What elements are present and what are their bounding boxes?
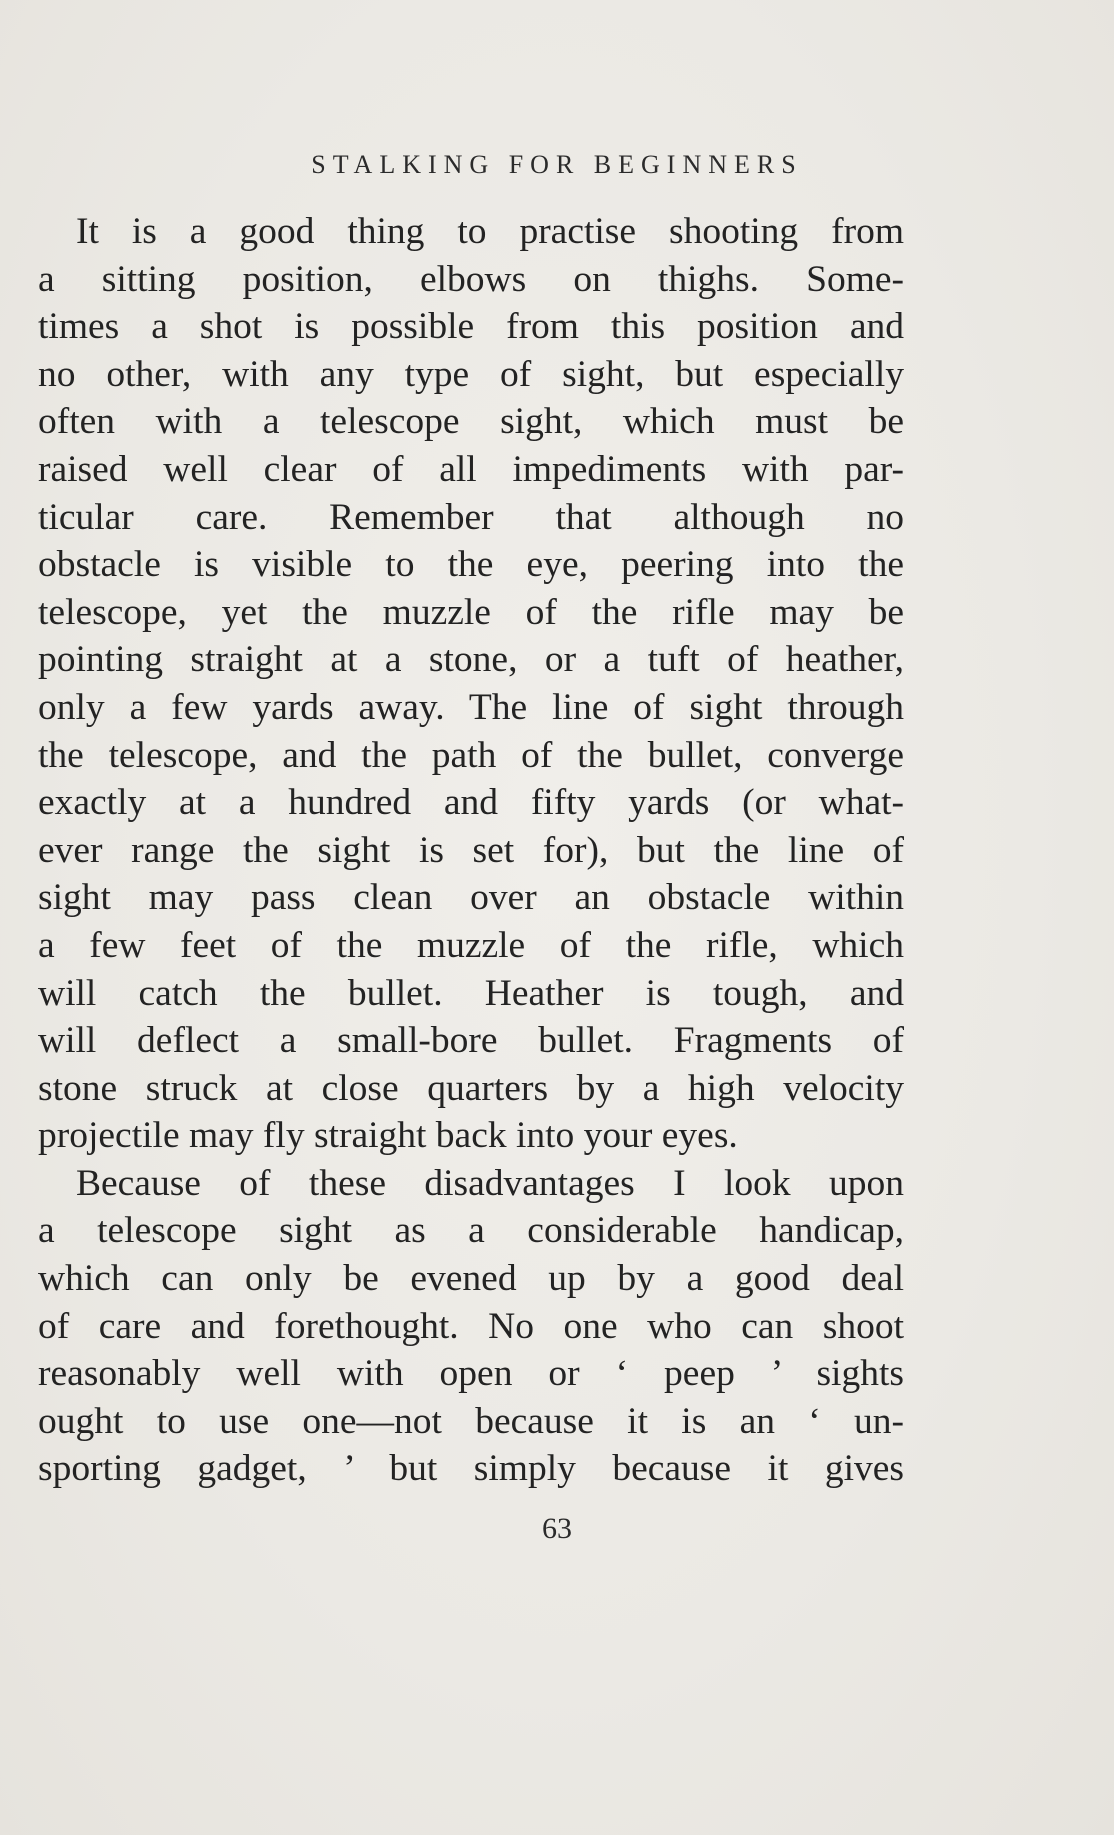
text-line: Because of these disadvantages I look upon <box>76 1162 904 1204</box>
paragraph-1 <box>38 208 904 1160</box>
text-line: telescope, yet the muzzle of the rifle may be <box>38 591 904 633</box>
text-line: sporting gadget, ’ but simply because it gives <box>38 1448 904 1490</box>
text-line: a telescope sight as a considerable handicap, <box>38 1210 904 1252</box>
text-line: It is a good thing to practise shooting from <box>76 211 904 252</box>
text-line: projectile may fly straight back into your eyes. <box>38 1115 738 1157</box>
text-line: obstacle is visible to the eye, peering into the <box>38 544 904 586</box>
text-line: raised well clear of all impediments with par- <box>38 448 904 490</box>
text-line: often with a telescope sight, which must be <box>38 401 904 443</box>
running-head: STALKING FOR BEGINNERS <box>311 150 803 179</box>
text-line: which can only be evened up by a good deal <box>38 1258 904 1300</box>
text-line: of care and forethought. No one who can shoot <box>38 1305 904 1347</box>
text-line: stone struck at close quarters by a high velocity <box>38 1067 904 1109</box>
text-line: a sitting position, elbows on thighs. Some- <box>38 258 904 300</box>
text-line: ever range the sight is set for), but the line of <box>38 829 904 871</box>
page-number: 63 <box>542 1512 572 1545</box>
body-text <box>38 208 904 1493</box>
text-line: a few feet of the muzzle of the rifle, which <box>38 924 904 966</box>
text-line: ought to use one—not because it is an ‘ un- <box>38 1400 904 1442</box>
paragraph-2 <box>38 1160 904 1493</box>
text-line: ticular care. Remember that although no <box>38 496 904 538</box>
text-line: exactly at a hundred and fifty yards (or what- <box>38 782 904 824</box>
text-line: reasonably well with open or ‘ peep ’ sights <box>38 1353 904 1395</box>
text-line: will catch the bullet. Heather is tough, and <box>38 972 904 1014</box>
text-line: times a shot is possible from this position and <box>38 306 904 348</box>
text-line: no other, with any type of sight, but especially <box>38 353 904 395</box>
text-line: pointing straight at a stone, or a tuft of heather, <box>38 639 904 681</box>
text-line: sight may pass clean over an obstacle within <box>38 877 904 919</box>
text-line: only a few yards away. The line of sight through <box>38 686 904 728</box>
text-line: the telescope, and the path of the bullet, converge <box>38 734 904 776</box>
text-line: will deflect a small-bore bullet. Fragments of <box>38 1020 904 1062</box>
